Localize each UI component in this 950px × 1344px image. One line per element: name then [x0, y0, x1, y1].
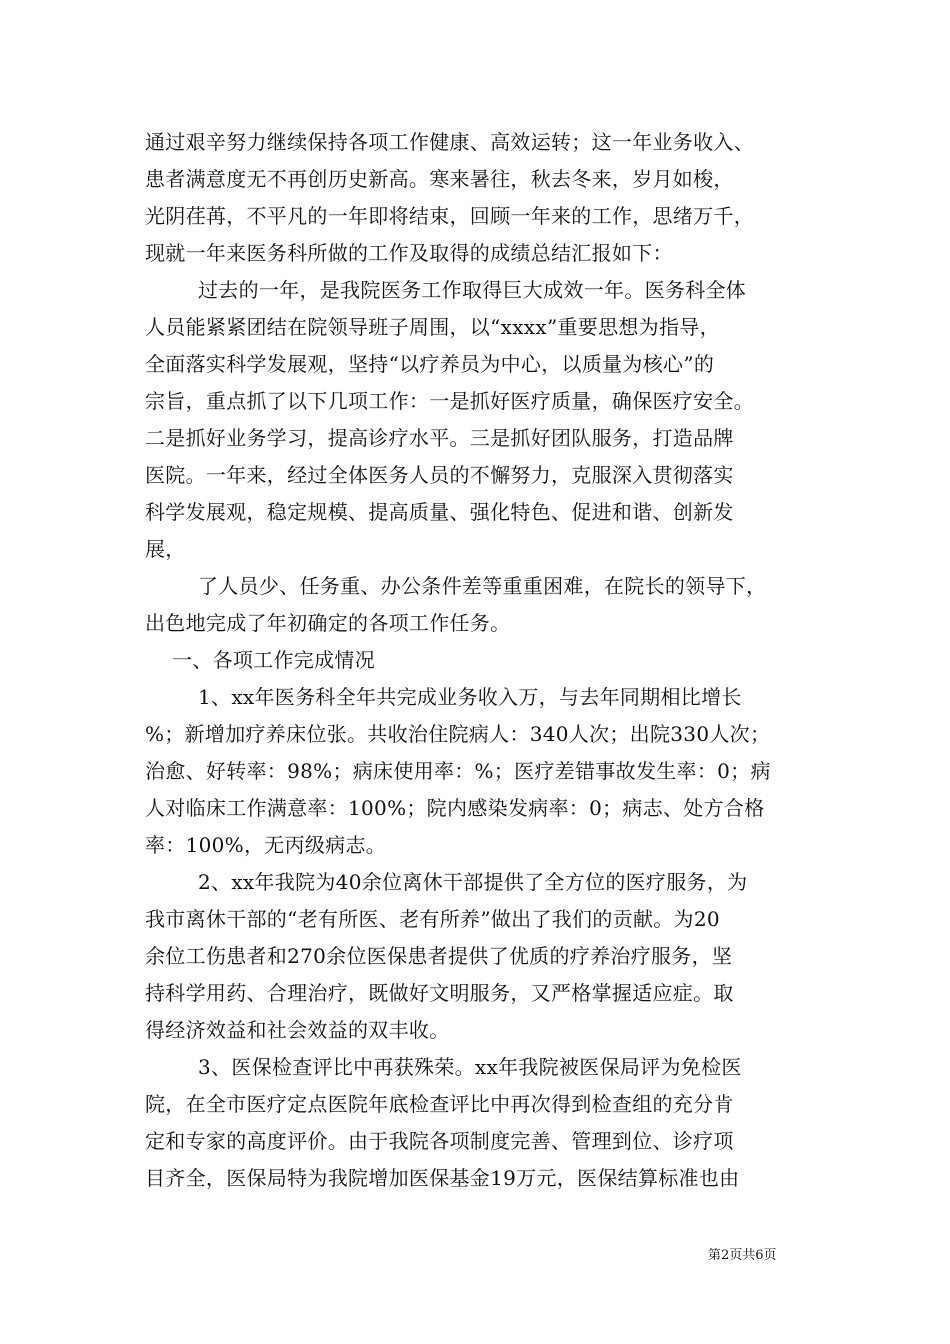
text-line: 持科学用药、合理治疗，既做好文明服务，又严格掌握适应症。取 — [145, 981, 734, 1005]
text-line: 人员能紧紧团结在院领导班子周围，以“xxxx”重要思想为指导， — [145, 315, 720, 339]
text-line: 人对临床工作满意率：100%；院内感染发病率：0；病志、处方合格 — [145, 796, 765, 820]
text-line: 率：100%，无丙级病志。 — [145, 833, 387, 857]
text-line: 出色地完成了年初确定的各项工作任务。 — [145, 611, 511, 635]
text-line: 通过艰辛努力继续保持各项工作健康、高效运转；这一年业务收入、 — [145, 130, 754, 154]
text-line: 院，在全市医疗定点医院年底检查评比中再次得到检查组的充分肯 — [145, 1092, 734, 1116]
text-line: 余位工伤患者和270余位医保患者提供了优质的疗养治疗服务，坚 — [145, 944, 733, 968]
text-line: 二是抓好业务学习，提高诊疗水平。三是抓好团队服务，打造品牌 — [145, 426, 734, 450]
text-line: 我市离休干部的“老有所医、老有所养”做出了我们的贡献。为20 — [145, 907, 720, 931]
text-line: 目齐全，医保局特为我院增加医保基金19万元，医保结算标准也由 — [145, 1166, 740, 1190]
text-line: %；新增加疗养床位张。共收治住院病人：340人次；出院330人次； — [145, 722, 771, 746]
paragraph-start: 过去的一年，是我院医务工作取得巨大成效一年。医务科全体 — [198, 278, 747, 302]
paragraph-start: 2、xx年我院为40余位离休干部提供了全方位的医疗服务，为 — [198, 870, 748, 894]
text-line: 展， — [145, 537, 186, 561]
text-line: 科学发展观，稳定规模、提高质量、强化特色、促进和谐、创新发 — [145, 500, 734, 524]
text-line: 治愈、好转率：98%；病床使用率：%；医疗差错事故发生率：0；病 — [145, 759, 771, 783]
text-line: 医院。一年来，经过全体医务人员的不懈努力，克服深入贯彻落实 — [145, 463, 734, 487]
text-line: 全面落实科学发展观，坚持“以疗养员为中心，以质量为核心”的 — [145, 352, 715, 376]
paragraph-start: 了人员少、任务重、办公条件差等重重困难，在院长的领导下， — [198, 574, 767, 598]
text-line: 现就一年来医务科所做的工作及取得的成绩总结汇报如下： — [145, 241, 673, 265]
paragraph-start: 1、xx年医务科全年共完成业务收入万，与去年同期相比增长 — [198, 685, 742, 709]
paragraph-start: 3、医保检查评比中再获殊荣。xx年我院被医保局评为免检医 — [198, 1055, 742, 1079]
page-number: 第2页共6页 — [708, 1248, 777, 1263]
text-line: 得经济效益和社会效益的双丰收。 — [145, 1018, 450, 1042]
text-line: 宗旨，重点抓了以下几项工作：一是抓好医疗质量，确保医疗安全。 — [145, 389, 754, 413]
section-heading: 一、各项工作完成情况 — [172, 648, 375, 672]
text-line: 光阴荏苒，不平凡的一年即将结束，回顾一年来的工作，思绪万千， — [145, 204, 754, 228]
text-line: 患者满意度无不再创历史新高。寒来暑往，秋去冬来，岁月如梭， — [145, 167, 734, 191]
text-line: 定和专家的高度评价。由于我院各项制度完善、管理到位、诊疗项 — [145, 1129, 734, 1153]
